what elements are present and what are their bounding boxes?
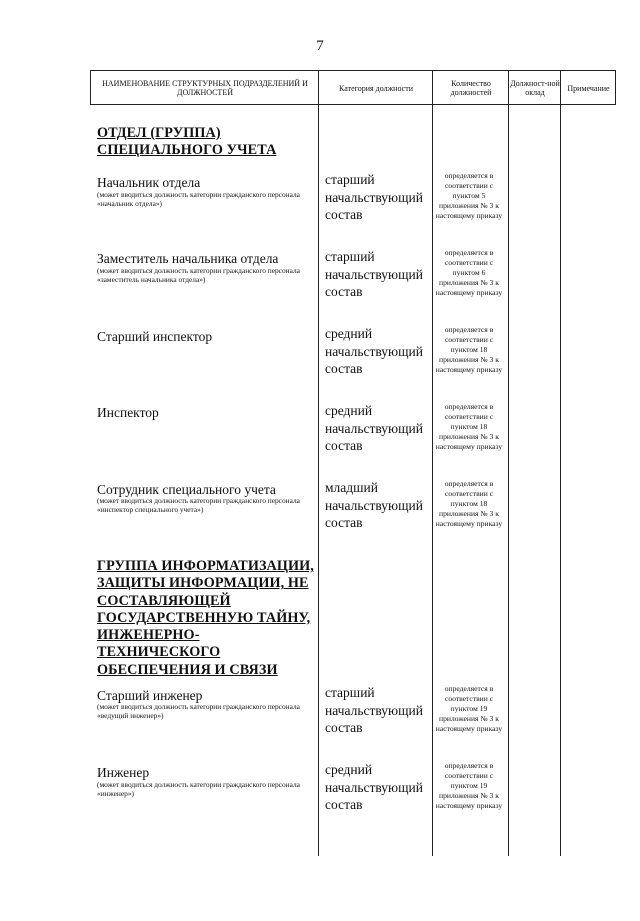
position-quantity: определяется в соответствии с пунктом 18 приложения № 3 к настоящему приказу <box>435 479 503 529</box>
position-category: младший начальствующий состав <box>325 480 423 530</box>
position-note: (может вводиться должность категории гражданского персонала «инспектор специального учета») <box>97 496 300 514</box>
header-name: НАИМЕНОВАНИЕ СТРУКТУРНЫХ ПОДРАЗДЕЛЕНИЙ И ДОЛЖНОСТЕЙ <box>102 79 308 97</box>
column-divider <box>508 70 509 856</box>
position-quantity: определяется в соответствии с пунктом 18 приложения № 3 к настоящему приказу <box>435 402 503 452</box>
page-number: 7 <box>316 38 324 54</box>
position-title: Старший инженер <box>97 688 203 703</box>
position-category: старший начальствующий состав <box>325 249 423 299</box>
header-quantity: Количество должностей <box>450 79 492 97</box>
position-quantity: определяется в соответствии с пунктом 5 приложения № 3 к настоящему приказу <box>435 171 503 221</box>
position-category: старший начальствующий состав <box>325 685 423 735</box>
position-title: Сотрудник специального учета <box>97 482 276 497</box>
position-category: средний начальствующий состав <box>325 326 423 376</box>
position-title: Инженер <box>97 765 150 780</box>
position-quantity: определяется в соответствии с пунктом 6 приложения № 3 к настоящему приказу <box>435 248 503 298</box>
section-title: ОТДЕЛ (ГРУППА) СПЕЦИАЛЬНОГО УЧЕТА <box>97 125 277 159</box>
position-category: средний начальствующий состав <box>325 403 423 453</box>
header-category: Категория должности <box>339 83 413 93</box>
position-quantity: определяется в соответствии с пунктом 18 приложения № 3 к настоящему приказу <box>435 325 503 375</box>
position-title: Начальник отдела <box>97 175 201 190</box>
position-category: средний начальствующий состав <box>325 762 423 812</box>
column-divider <box>318 70 319 856</box>
position-note: (может вводиться должность категории гражданского персонала «заместитель начальника отдела») <box>97 266 300 284</box>
column-divider <box>560 70 561 856</box>
position-category: старший начальствующий состав <box>325 172 423 222</box>
position-note: (может вводиться должность категории гражданского персонала «инженер») <box>97 780 300 798</box>
header-salary: Должност-ной оклад <box>510 79 560 97</box>
position-quantity: определяется в соответствии с пунктом 19 приложения № 3 к настоящему приказу <box>435 684 503 734</box>
position-title: Заместитель начальника отдела <box>97 251 279 266</box>
position-note: (может вводиться должность категории гражданского персонала «ведущий инженер») <box>97 702 300 720</box>
column-divider <box>615 70 616 105</box>
position-title: Инспектор <box>97 405 159 420</box>
position-note: (может вводиться должность категории гражданского персонала «начальник отдела») <box>97 190 300 208</box>
column-divider <box>90 70 91 105</box>
section-title: ГРУППА ИНФОРМАТИЗАЦИИ, ЗАЩИТЫ ИНФОРМАЦИИ, НЕ СОСТАВЛЯЮЩЕЙ ГОСУДАРСТВЕННУЮ ТАЙНУ, ИНЖЕНЕРНО-ТЕХНИЧЕСКОГО ОБЕСПЕЧЕНИЯ И СВЯЗИ <box>97 558 314 678</box>
position-quantity: определяется в соответствии с пунктом 19 приложения № 3 к настоящему приказу <box>435 761 503 811</box>
header-note: Примечание <box>567 83 610 93</box>
position-title: Старший инспектор <box>97 329 213 344</box>
